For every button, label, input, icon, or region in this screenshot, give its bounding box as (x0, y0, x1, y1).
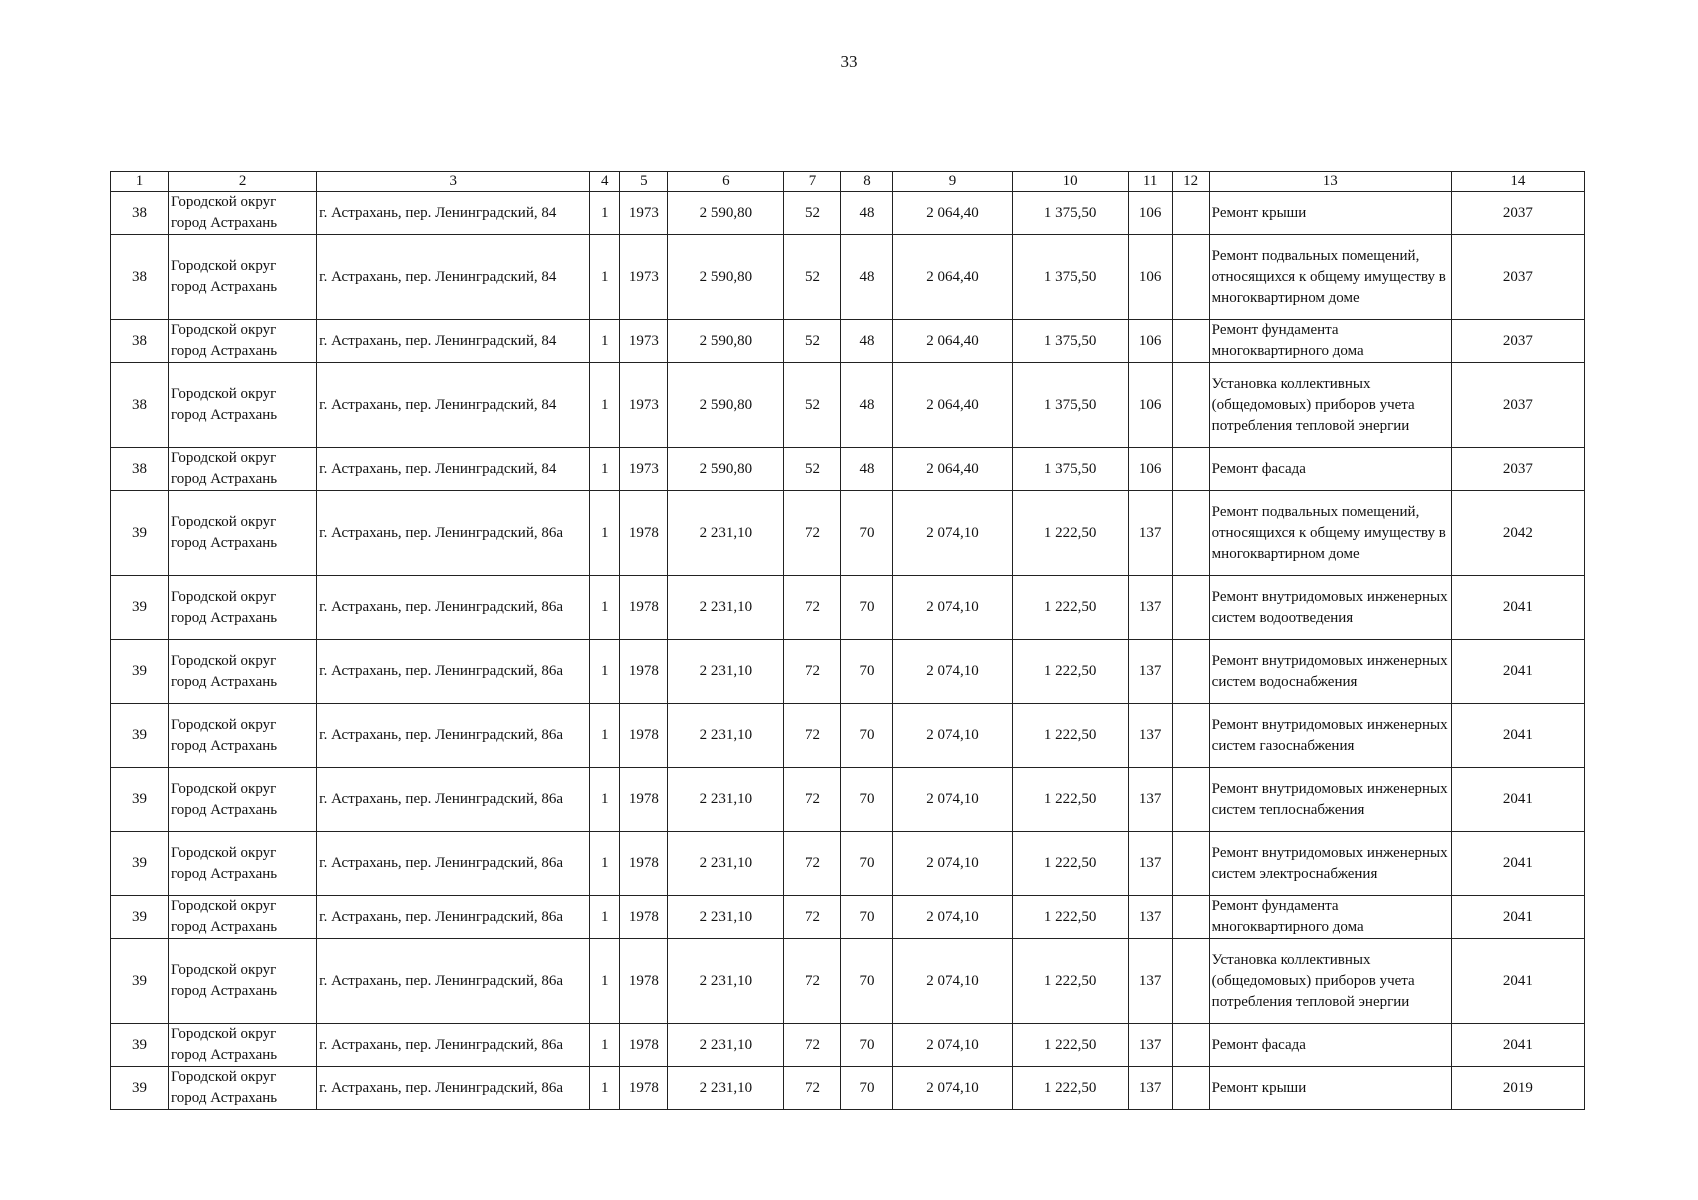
cell-col10: 1 222,50 (1012, 1024, 1128, 1067)
cell-col9: 2 064,40 (893, 448, 1012, 491)
year-cell: 1973 (620, 448, 668, 491)
year-cell: 1978 (620, 832, 668, 896)
table-row (111, 1024, 1585, 1067)
cell-col9: 2 074,10 (893, 1067, 1012, 1110)
year-cell: 1978 (620, 704, 668, 768)
column-header: 8 (841, 172, 893, 192)
address-cell: г. Астрахань, пер. Ленинградский, 86а (317, 704, 590, 768)
column-header: 7 (784, 172, 841, 192)
cell-col12 (1172, 448, 1209, 491)
work-type-cell: Ремонт внутридомовых инженерных систем водоотведения (1209, 576, 1451, 640)
column-header: 14 (1451, 172, 1584, 192)
municipality-cell: Городской округ город Астрахань (169, 1067, 317, 1110)
column-header: 12 (1172, 172, 1209, 192)
work-type-cell: Ремонт крыши (1209, 192, 1451, 235)
cell-col10: 1 222,50 (1012, 939, 1128, 1024)
cell-col9: 2 064,40 (893, 235, 1012, 320)
table-row (111, 491, 1585, 576)
cell-col6: 2 590,80 (668, 192, 784, 235)
address-cell: г. Астрахань, пер. Ленинградский, 84 (317, 448, 590, 491)
row-number: 39 (111, 1067, 169, 1110)
municipality-cell: Городской округ город Астрахань (169, 235, 317, 320)
cell-col6: 2 231,10 (668, 1024, 784, 1067)
year-cell: 1978 (620, 1067, 668, 1110)
work-type-cell: Ремонт фасада (1209, 448, 1451, 491)
municipality-cell: Городской округ город Астрахань (169, 192, 317, 235)
table-row (111, 704, 1585, 768)
municipality-cell: Городской округ город Астрахань (169, 576, 317, 640)
address-cell: г. Астрахань, пер. Ленинградский, 86а (317, 832, 590, 896)
municipality-cell: Городской округ город Астрахань (169, 363, 317, 448)
plan-year-cell: 2041 (1451, 768, 1584, 832)
row-number: 39 (111, 704, 169, 768)
municipality-cell: Городской округ город Астрахань (169, 939, 317, 1024)
row-number: 39 (111, 768, 169, 832)
cell-col6: 2 231,10 (668, 832, 784, 896)
row-number: 39 (111, 896, 169, 939)
row-number: 38 (111, 320, 169, 363)
cell-col9: 2 064,40 (893, 363, 1012, 448)
cell-col4: 1 (590, 576, 620, 640)
cell-col10: 1 375,50 (1012, 363, 1128, 448)
cell-col12 (1172, 576, 1209, 640)
cell-col7: 52 (784, 448, 841, 491)
work-type-cell: Установка коллективных (общедомовых) приборов учета потребления тепловой энергии (1209, 939, 1451, 1024)
cell-col11: 137 (1128, 832, 1172, 896)
row-number: 38 (111, 448, 169, 491)
cell-col12 (1172, 704, 1209, 768)
cell-col11: 137 (1128, 939, 1172, 1024)
table-row (111, 192, 1585, 235)
table-row (111, 1067, 1585, 1110)
cell-col10: 1 222,50 (1012, 768, 1128, 832)
cell-col10: 1 222,50 (1012, 491, 1128, 576)
row-number: 38 (111, 363, 169, 448)
work-type-cell: Ремонт подвальных помещений, относящихся к общему имуществу в многоквартирном доме (1209, 235, 1451, 320)
table-row (111, 448, 1585, 491)
column-header: 3 (317, 172, 590, 192)
cell-col10: 1 375,50 (1012, 192, 1128, 235)
column-header: 11 (1128, 172, 1172, 192)
column-header: 1 (111, 172, 169, 192)
row-number: 39 (111, 576, 169, 640)
cell-col11: 106 (1128, 235, 1172, 320)
plan-year-cell: 2041 (1451, 640, 1584, 704)
plan-year-cell: 2041 (1451, 1024, 1584, 1067)
cell-col11: 106 (1128, 320, 1172, 363)
cell-col4: 1 (590, 192, 620, 235)
row-number: 39 (111, 640, 169, 704)
address-cell: г. Астрахань, пер. Ленинградский, 86а (317, 896, 590, 939)
municipality-cell: Городской округ город Астрахань (169, 704, 317, 768)
cell-col11: 106 (1128, 363, 1172, 448)
cell-col12 (1172, 832, 1209, 896)
work-type-cell: Установка коллективных (общедомовых) приборов учета потребления тепловой энергии (1209, 363, 1451, 448)
cell-col9: 2 074,10 (893, 939, 1012, 1024)
address-cell: г. Астрахань, пер. Ленинградский, 86а (317, 939, 590, 1024)
cell-col7: 72 (784, 896, 841, 939)
cell-col4: 1 (590, 363, 620, 448)
work-type-cell: Ремонт внутридомовых инженерных систем водоснабжения (1209, 640, 1451, 704)
cell-col10: 1 375,50 (1012, 235, 1128, 320)
column-header: 9 (893, 172, 1012, 192)
cell-col8: 48 (841, 320, 893, 363)
table-row (111, 576, 1585, 640)
cell-col10: 1 375,50 (1012, 448, 1128, 491)
plan-year-cell: 2041 (1451, 832, 1584, 896)
table-row (111, 363, 1585, 448)
cell-col8: 48 (841, 363, 893, 448)
cell-col4: 1 (590, 448, 620, 491)
cell-col8: 48 (841, 448, 893, 491)
cell-col4: 1 (590, 832, 620, 896)
cell-col10: 1 222,50 (1012, 576, 1128, 640)
year-cell: 1978 (620, 768, 668, 832)
address-cell: г. Астрахань, пер. Ленинградский, 84 (317, 320, 590, 363)
work-type-cell: Ремонт фундамента многоквартирного дома (1209, 320, 1451, 363)
cell-col12 (1172, 939, 1209, 1024)
cell-col12 (1172, 1067, 1209, 1110)
plan-year-cell: 2037 (1451, 363, 1584, 448)
cell-col6: 2 231,10 (668, 704, 784, 768)
row-number: 39 (111, 1024, 169, 1067)
table-row (111, 320, 1585, 363)
year-cell: 1978 (620, 640, 668, 704)
cell-col10: 1 222,50 (1012, 640, 1128, 704)
cell-col6: 2 590,80 (668, 235, 784, 320)
table-row (111, 896, 1585, 939)
cell-col4: 1 (590, 1067, 620, 1110)
cell-col10: 1 222,50 (1012, 704, 1128, 768)
cell-col9: 2 074,10 (893, 896, 1012, 939)
plan-year-cell: 2037 (1451, 235, 1584, 320)
cell-col10: 1 222,50 (1012, 896, 1128, 939)
cell-col6: 2 590,80 (668, 320, 784, 363)
cell-col8: 70 (841, 576, 893, 640)
cell-col9: 2 074,10 (893, 1024, 1012, 1067)
plan-year-cell: 2019 (1451, 1067, 1584, 1110)
address-cell: г. Астрахань, пер. Ленинградский, 86а (317, 576, 590, 640)
year-cell: 1978 (620, 1024, 668, 1067)
cell-col4: 1 (590, 768, 620, 832)
cell-col7: 72 (784, 576, 841, 640)
table-row (111, 768, 1585, 832)
cell-col9: 2 074,10 (893, 768, 1012, 832)
cell-col6: 2 231,10 (668, 768, 784, 832)
cell-col8: 70 (841, 832, 893, 896)
cell-col8: 70 (841, 768, 893, 832)
cell-col8: 70 (841, 491, 893, 576)
cell-col7: 72 (784, 640, 841, 704)
cell-col9: 2 074,10 (893, 640, 1012, 704)
row-number: 39 (111, 491, 169, 576)
work-type-cell: Ремонт внутридомовых инженерных систем газоснабжения (1209, 704, 1451, 768)
row-number: 38 (111, 235, 169, 320)
cell-col12 (1172, 491, 1209, 576)
cell-col12 (1172, 768, 1209, 832)
cell-col4: 1 (590, 235, 620, 320)
cell-col8: 70 (841, 1067, 893, 1110)
cell-col8: 70 (841, 896, 893, 939)
cell-col7: 52 (784, 320, 841, 363)
cell-col12 (1172, 640, 1209, 704)
cell-col12 (1172, 896, 1209, 939)
cell-col12 (1172, 192, 1209, 235)
address-cell: г. Астрахань, пер. Ленинградский, 86а (317, 1024, 590, 1067)
cell-col11: 137 (1128, 1024, 1172, 1067)
cell-col7: 72 (784, 704, 841, 768)
cell-col7: 52 (784, 363, 841, 448)
cell-col9: 2 064,40 (893, 192, 1012, 235)
plan-year-cell: 2041 (1451, 939, 1584, 1024)
plan-year-cell: 2037 (1451, 320, 1584, 363)
column-header: 6 (668, 172, 784, 192)
cell-col9: 2 064,40 (893, 320, 1012, 363)
cell-col6: 2 231,10 (668, 640, 784, 704)
year-cell: 1973 (620, 192, 668, 235)
work-type-cell: Ремонт фундамента многоквартирного дома (1209, 896, 1451, 939)
cell-col6: 2 231,10 (668, 1067, 784, 1110)
cell-col6: 2 231,10 (668, 896, 784, 939)
cell-col11: 137 (1128, 576, 1172, 640)
row-number: 39 (111, 832, 169, 896)
cell-col11: 137 (1128, 704, 1172, 768)
cell-col12 (1172, 235, 1209, 320)
municipality-cell: Городской округ город Астрахань (169, 491, 317, 576)
municipality-cell: Городской округ город Астрахань (169, 768, 317, 832)
cell-col11: 137 (1128, 1067, 1172, 1110)
plan-year-cell: 2041 (1451, 704, 1584, 768)
year-cell: 1978 (620, 939, 668, 1024)
municipality-cell: Городской округ город Астрахань (169, 832, 317, 896)
municipality-cell: Городской округ город Астрахань (169, 320, 317, 363)
cell-col11: 106 (1128, 192, 1172, 235)
page-number: 33 (840, 52, 858, 71)
cell-col12 (1172, 320, 1209, 363)
cell-col7: 72 (784, 768, 841, 832)
table-row (111, 235, 1585, 320)
column-header: 2 (169, 172, 317, 192)
year-cell: 1978 (620, 576, 668, 640)
repair-schedule-table (110, 171, 1585, 1110)
address-cell: г. Астрахань, пер. Ленинградский, 86а (317, 768, 590, 832)
table-row (111, 939, 1585, 1024)
year-cell: 1973 (620, 320, 668, 363)
plan-year-cell: 2042 (1451, 491, 1584, 576)
address-cell: г. Астрахань, пер. Ленинградский, 84 (317, 363, 590, 448)
cell-col6: 2 231,10 (668, 491, 784, 576)
cell-col4: 1 (590, 640, 620, 704)
table-body (111, 192, 1585, 1110)
work-type-cell: Ремонт фасада (1209, 1024, 1451, 1067)
address-cell: г. Астрахань, пер. Ленинградский, 86а (317, 1067, 590, 1110)
address-cell: г. Астрахань, пер. Ленинградский, 86а (317, 640, 590, 704)
cell-col7: 72 (784, 491, 841, 576)
column-header: 10 (1012, 172, 1128, 192)
cell-col4: 1 (590, 896, 620, 939)
cell-col7: 52 (784, 235, 841, 320)
cell-col11: 137 (1128, 640, 1172, 704)
row-number: 38 (111, 192, 169, 235)
cell-col4: 1 (590, 704, 620, 768)
cell-col7: 72 (784, 832, 841, 896)
work-type-cell: Ремонт внутридомовых инженерных систем теплоснабжения (1209, 768, 1451, 832)
cell-col4: 1 (590, 1024, 620, 1067)
plan-year-cell: 2041 (1451, 896, 1584, 939)
cell-col7: 72 (784, 1067, 841, 1110)
row-number: 39 (111, 939, 169, 1024)
cell-col4: 1 (590, 491, 620, 576)
column-header: 5 (620, 172, 668, 192)
column-header: 4 (590, 172, 620, 192)
plan-year-cell: 2037 (1451, 448, 1584, 491)
cell-col9: 2 074,10 (893, 576, 1012, 640)
header-row (111, 172, 1585, 192)
municipality-cell: Городской округ город Астрахань (169, 640, 317, 704)
cell-col11: 137 (1128, 896, 1172, 939)
cell-col11: 106 (1128, 448, 1172, 491)
address-cell: г. Астрахань, пер. Ленинградский, 84 (317, 192, 590, 235)
cell-col9: 2 074,10 (893, 704, 1012, 768)
cell-col6: 2 590,80 (668, 363, 784, 448)
year-cell: 1973 (620, 363, 668, 448)
cell-col7: 72 (784, 939, 841, 1024)
cell-col6: 2 231,10 (668, 939, 784, 1024)
work-type-cell: Ремонт внутридомовых инженерных систем электроснабжения (1209, 832, 1451, 896)
cell-col7: 52 (784, 192, 841, 235)
plan-year-cell: 2037 (1451, 192, 1584, 235)
work-type-cell: Ремонт крыши (1209, 1067, 1451, 1110)
cell-col11: 137 (1128, 768, 1172, 832)
municipality-cell: Городской округ город Астрахань (169, 448, 317, 491)
cell-col12 (1172, 1024, 1209, 1067)
year-cell: 1978 (620, 896, 668, 939)
municipality-cell: Городской округ город Астрахань (169, 896, 317, 939)
municipality-cell: Городской округ город Астрахань (169, 1024, 317, 1067)
column-header: 13 (1209, 172, 1451, 192)
cell-col8: 70 (841, 1024, 893, 1067)
cell-col7: 72 (784, 1024, 841, 1067)
cell-col9: 2 074,10 (893, 832, 1012, 896)
address-cell: г. Астрахань, пер. Ленинградский, 86а (317, 491, 590, 576)
address-cell: г. Астрахань, пер. Ленинградский, 84 (317, 235, 590, 320)
cell-col12 (1172, 363, 1209, 448)
year-cell: 1973 (620, 235, 668, 320)
cell-col10: 1 222,50 (1012, 832, 1128, 896)
table-row (111, 832, 1585, 896)
work-type-cell: Ремонт подвальных помещений, относящихся к общему имуществу в многоквартирном доме (1209, 491, 1451, 576)
cell-col8: 70 (841, 704, 893, 768)
cell-col6: 2 590,80 (668, 448, 784, 491)
cell-col8: 70 (841, 939, 893, 1024)
cell-col6: 2 231,10 (668, 576, 784, 640)
cell-col11: 137 (1128, 491, 1172, 576)
cell-col4: 1 (590, 320, 620, 363)
cell-col4: 1 (590, 939, 620, 1024)
cell-col8: 48 (841, 235, 893, 320)
year-cell: 1978 (620, 491, 668, 576)
cell-col10: 1 375,50 (1012, 320, 1128, 363)
cell-col9: 2 074,10 (893, 491, 1012, 576)
cell-col8: 48 (841, 192, 893, 235)
cell-col8: 70 (841, 640, 893, 704)
table-row (111, 640, 1585, 704)
plan-year-cell: 2041 (1451, 576, 1584, 640)
cell-col10: 1 222,50 (1012, 1067, 1128, 1110)
